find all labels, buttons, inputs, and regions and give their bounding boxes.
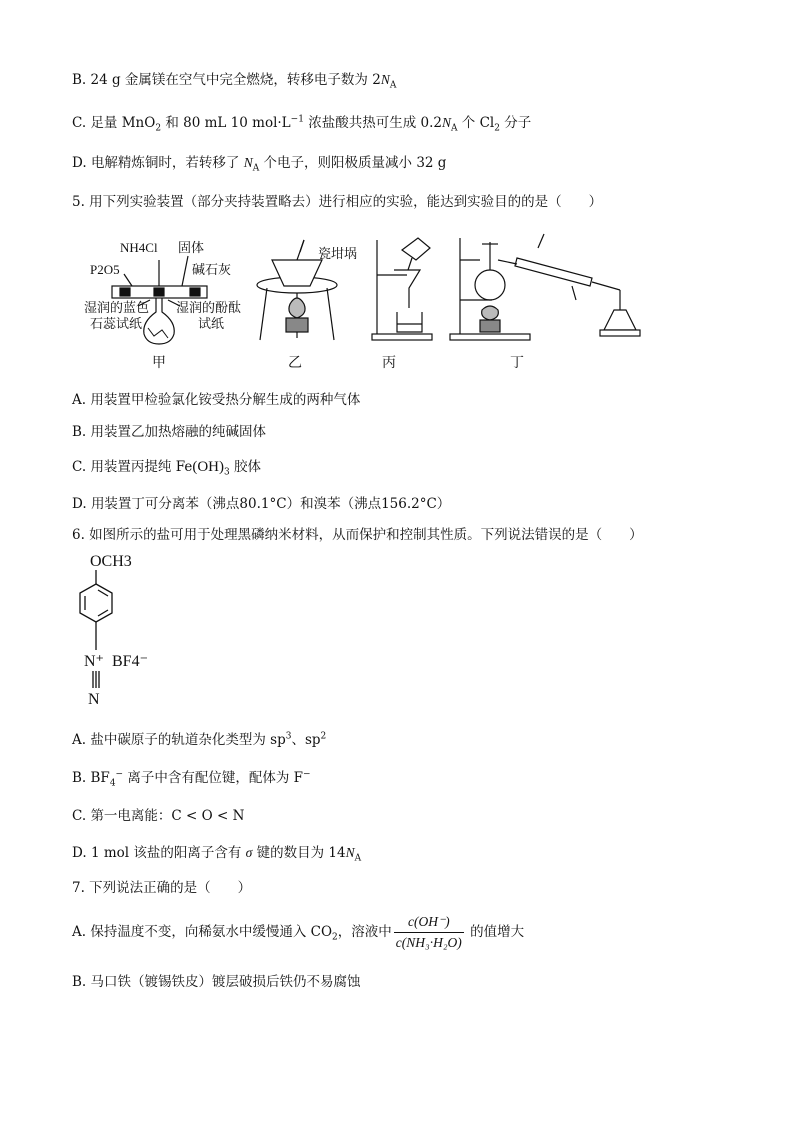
label-phen-paper-2: 试纸 [198,316,225,331]
q7-option-a: A. 保持温度不变，向稀氨水中缓慢通入 $CO_2$，溶液中 $\frac{c(OH^-)}{\text{c(NH₃·H₂O)}}$ 的值增大 [72,912,524,953]
structure-bf4: BF4⁻ [112,653,149,670]
structure-n: N [88,691,100,708]
q4-option-d: D. 电解精炼铜时，若转移了 $N_A$ 个电子，则阳极质量减小 32 g [72,155,447,174]
label-lime: 碱石灰 [192,262,232,277]
apparatus-bing [372,238,432,340]
apparatus-label-bing: 丙 [382,355,396,371]
label-phen-paper-1: 湿润的酚酞 [176,300,242,315]
label-crucible: 瓷坩埚 [318,246,358,261]
q6-option-b: B. $BF_4^-$ 离子中含有配位键，配体为 F− [72,769,311,789]
q6-option-d: D. 1 mol 该盐的阳离子含有 σ 键的数目为 $14N_A$ [72,845,362,864]
benzene-ring [80,570,112,688]
q5-option-d: D. 用装置丁可分离苯（沸点80.1°C）和溴苯（沸点156.2°C） [72,496,451,512]
q6-option-c: C. 第一电离能：C < O < N [72,808,245,824]
concentration-ratio: $\frac{c(OH^-)}{\text{c(NH₃·H₂O)}}$ [395,914,462,950]
structure-och3: OCH3 [90,553,132,570]
q6-stem: 6. 如图所示的盐可用于处理黑磷纳米材料，从而保护和控制其性质。下列说法错误的是（ ） [72,527,643,543]
q5-option-c: C. 用装置丙提纯 $Fe(OH)_3$ 胶体 [72,459,262,478]
apparatus-ding [450,234,640,340]
q5-stem: 5. 用下列实验装置（部分夹持装置略去）进行相应的实验，能达到实验目的的是（ ） [72,194,603,210]
q5-option-a: A. 用装置甲检验氯化铵受热分解生成的两种气体 [72,392,361,408]
q4-option-c: C. 足量 MnO$_2$ 和 80 mL 10 $mol\cdot L^{-1}$ 浓盐酸共热可生成 $0.2N_A$ 个 $Cl_2$ 分子 [72,114,532,134]
apparatus-label-jia: 甲 [152,355,166,371]
label-p2o5: P2O5 [90,262,120,277]
label-blue-paper-1: 湿润的蓝色 [84,300,150,315]
q6-option-a: A. 盐中碳原子的轨道杂化类型为 $sp^3$、$sp^2$ [72,731,327,748]
q4-option-b: B. 24 g 金属镁在空气中完全燃烧，转移电子数为 $2N_A$ [72,72,397,91]
q7-option-b: B. 马口铁（镀锡铁皮）镀层破损后铁仍不易腐蚀 [72,974,361,990]
label-solid: 固体 [178,240,205,255]
q5-option-b: B. 用装置乙加热熔融的纯碱固体 [72,424,267,440]
label-nh4cl: NH4Cl [120,240,158,255]
q6-structure-figure [72,550,182,710]
q7-stem: 7. 下列说法正确的是（ ） [72,880,252,896]
label-blue-paper-2: 石蕊试纸 [90,316,143,331]
apparatus-label-ding: 丁 [510,355,524,371]
apparatus-label-yi: 乙 [288,355,302,371]
structure-nplus: N⁺ [84,653,104,670]
